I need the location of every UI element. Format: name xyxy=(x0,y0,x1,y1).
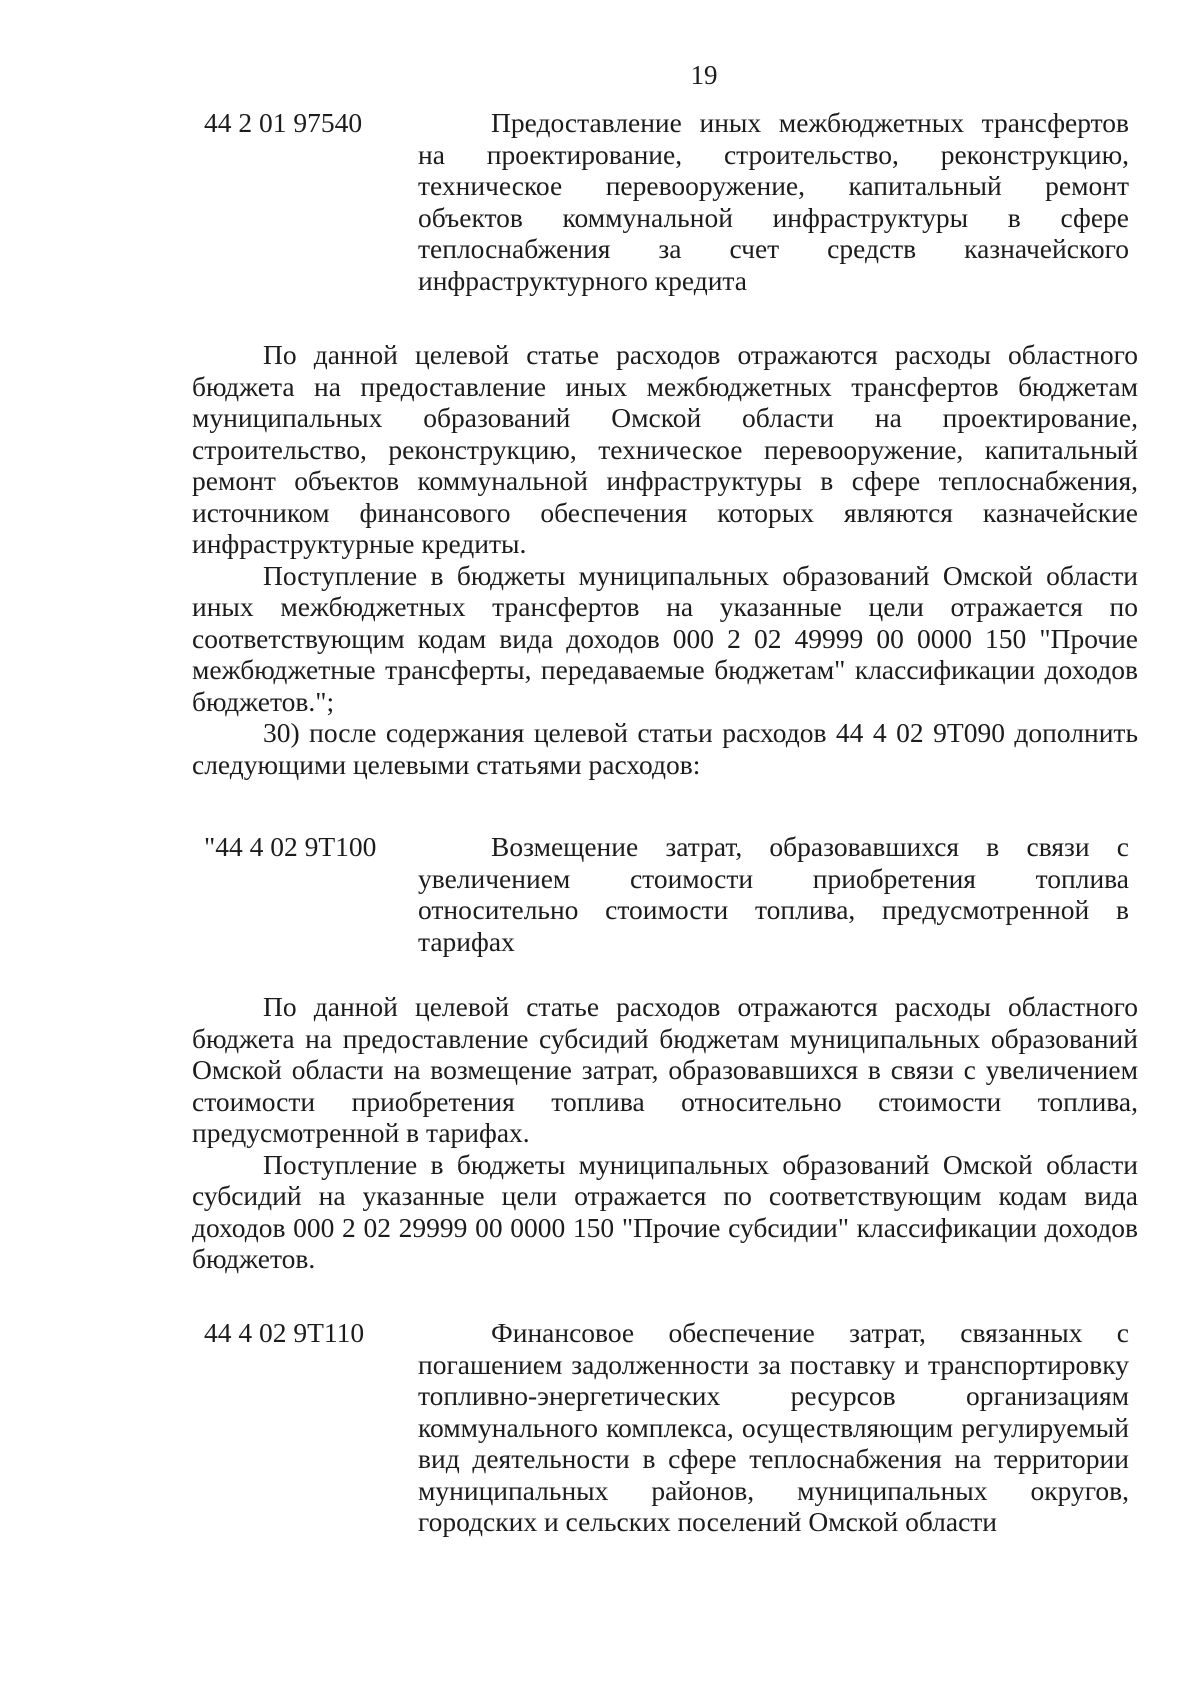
paragraph: По данной целевой статье расходов отражаются расходы областного бюджета на предоставление субсидий бюджетам муниципальных образований Омской области на возмещение затрат, образовавшихся в связи с увеличением стоимости приобретения топлива относительно стоимости топлива, предусмотренной в тарифах. xyxy=(192,991,1138,1148)
paragraph-block xyxy=(192,991,1138,1275)
page-number: 19 xyxy=(690,60,718,90)
target-article-code: "44 4 02 9Т100 xyxy=(204,831,377,862)
paragraph: Поступление в бюджеты муниципальных образований Омской области иных межбюджетных трансфертов на указанные цели отражается по соответствующим кодам вида доходов 000 2 02 49999 00 0000 150 "Прочие межбюджетные трансферты, передаваемые бюджетам" классификации доходов бюджетов."; xyxy=(192,559,1138,717)
paragraph: Поступление в бюджеты муниципальных образований Омской области субсидий на указанные цели отражается по соответствующим кодам вида доходов 000 2 02 29999 00 0000 150 "Прочие субсидии" классификации доходов бюджетов. xyxy=(192,1148,1138,1274)
target-article-title: Возмещение затрат, образовавшихся в связи с увеличением стоимости приобретения топлива относительно стоимости топлива, предусмотренной в тарифах xyxy=(418,831,1129,957)
paragraph: 30) после содержания целевой статьи расходов 44 4 02 9Т090 дополнить следующими целевыми статьями расходов: xyxy=(192,717,1138,780)
target-article-code: 44 2 01 97540 xyxy=(204,107,363,138)
paragraph: По данной целевой статье расходов отражаются расходы областного бюджета на предоставление иных межбюджетных трансфертов бюджетам муниципальных образований Омской области на проектирование, строительство, реконструкцию, техническое перевооружение, капитальный ремонт объектов коммунальной инфраструктуры в сфере теплоснабжения, источником финансового обеспечения которых являются казначейские инфраструктурные кредиты. xyxy=(192,339,1138,559)
target-article-title: Финансовое обеспечение затрат, связанных с погашением задолженности за поставку и транспортировку топливно-энергетических ресурсов организациям коммунального комплекса, осуществляющим регулируемый вид деятельности в сфере теплоснабжения на территории муниципальных районов, муниципальных округов, городских и сельских поселений Омской области xyxy=(418,1317,1129,1537)
paragraph-block xyxy=(192,339,1138,780)
target-article-title: Предоставление иных межбюджетных трансфертов на проектирование, строительство, реконструкцию, техническое перевооружение, капитальный ремонт объектов коммунальной инфраструктуры в сфере теплоснабжения за счет средств казначейского инфраструктурного кредита xyxy=(418,107,1129,296)
target-article-code: 44 4 02 9Т110 xyxy=(204,1317,365,1348)
